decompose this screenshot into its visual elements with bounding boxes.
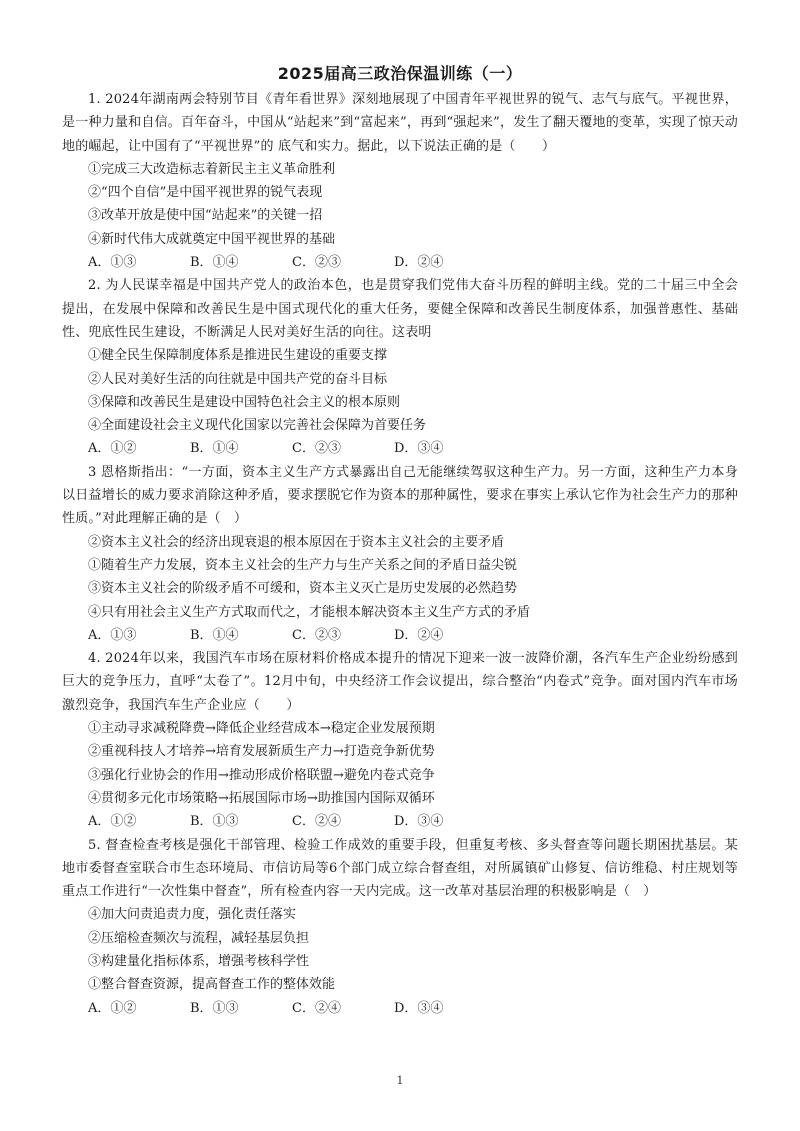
question-stem: 1. 2024年湖南两会特别节目《青年看世界》深刻地展现了中国青年平视世界的锐气、志气与底气。平视世界，是一种力量和自信。百年奋斗，中国从“站起来”到“富起来”，再到“强起来”，发生了翻天覆地的变革，实现了惊天动地的崛起，让中国有了“平视世界”的 底气和实力。据此，以下说法正确的是（ ） — [62, 92, 738, 154]
question-stem: 2. 为人民谋幸福是中国共产党人的政治本色，也是贯穿我们党伟大奋斗历程的鲜明主线。党的二十届三中全会提出，在发展中保障和改善民生是中国式现代化的重大任务，要健全保障和改善民生制度体系，加强普惠性、基础性、兜底性民生建设，不断满足人民对美好生活的向往。这表明 — [62, 278, 738, 340]
statement-option: ④只有用社会主义生产方式取而代之，才能根本解决资本主义生产方式的矛盾 — [88, 604, 531, 620]
choice-b: B．①③ — [190, 1000, 239, 1016]
answer-choices — [62, 624, 738, 647]
question-2 — [62, 274, 738, 460]
choice-c: C．②④ — [292, 1000, 341, 1016]
statement-option: ④新时代伟大成就奠定中国平视世界的基础 — [88, 231, 336, 247]
statement-option: ③保障和改善民生是建设中国特色社会主义的根本原则 — [88, 394, 401, 410]
choice-d: D．③④ — [394, 441, 444, 457]
question-list — [62, 88, 738, 1020]
question-5 — [62, 834, 738, 1020]
choice-a: A．①② — [88, 441, 137, 457]
answer-choices — [62, 251, 738, 274]
statement-option: ①随着生产力发展，资本主义社会的生产力与生产关系之间的矛盾日益尖锐 — [88, 557, 518, 573]
choice-d: D．③④ — [394, 814, 444, 830]
choice-a: A．①③ — [88, 255, 137, 271]
statement-option: ①整合督查资源，提高督查工作的整体效能 — [88, 977, 336, 993]
statement-option: ①健全民生保障制度体系是推进民生建设的重要支撑 — [88, 348, 388, 364]
statement-option: ④贯彻多元化市场策略→拓展国际市场→助推国内国际双循环 — [88, 790, 435, 806]
choice-c: C．②③ — [292, 627, 341, 643]
choice-b: B．①④ — [190, 627, 239, 643]
question-stem: 4. 2024年以来，我国汽车市场在原材料价格成本提升的情况下迎来一波一波降价潮，各汽车生产企业纷纷感到巨大的竞争压力，直呼“太卷了”。12月中旬，中央经济工作会议提出，综合整治“内卷式”竞争。面对国内汽车市场激烈竞争，我国汽车生产企业应（ ） — [62, 651, 738, 713]
choice-d: D．③④ — [394, 1000, 444, 1016]
statement-option: ④加大问责追责力度，强化责任落实 — [88, 907, 297, 923]
choice-c: C．②③ — [292, 255, 341, 271]
choice-a: A．①③ — [88, 627, 137, 643]
statement-option: ②人民对美好生活的向往就是中国共产党的奋斗目标 — [88, 371, 388, 387]
statement-option: ③改革开放是使中国“站起来”的关键一招 — [88, 208, 323, 224]
statement-option: ①主动寻求减税降费→降低企业经营成本→稳定企业发展预期 — [88, 721, 435, 737]
statement-option: ②压缩检查频次与流程，减轻基层负担 — [88, 930, 310, 946]
choice-d: D．②④ — [394, 255, 444, 271]
choice-d: D．②④ — [394, 627, 444, 643]
statement-option: ③构建量化指标体系，增强考核科学性 — [88, 953, 310, 969]
choice-b: B．①④ — [190, 255, 239, 271]
question-4 — [62, 647, 738, 833]
choice-c: C．②③ — [292, 441, 341, 457]
statement-option: ②“四个自信”是中国平视世界的锐气表现 — [88, 185, 323, 201]
answer-choices — [62, 997, 738, 1020]
choice-a: A．①② — [88, 814, 137, 830]
answer-choices — [62, 437, 738, 460]
answer-choices — [62, 810, 738, 833]
question-stem: 3 恩格斯指出：“一方面，资本主义生产方式暴露出自己无能继续驾驭这种生产力。另一方面，这种生产力本身以日益增长的威力要求消除这种矛盾，要求摆脱它作为资本的那种属性，要求在事实上承认它作为社会生产力的那种性质。”对此理解正确的是（ ） — [62, 464, 738, 527]
statement-option: ②重视科技人才培养→培育发展新质生产力→打造竞争新优势 — [88, 744, 435, 760]
page-number: 1 — [396, 1074, 404, 1087]
choice-b: B．①③ — [190, 814, 239, 830]
page-title: 2025届高三政治保温训练（一） — [277, 64, 523, 83]
choice-b: B．①④ — [190, 441, 239, 457]
question-1 — [62, 88, 738, 274]
statement-option: ①完成三大改造标志着新民主主义革命胜利 — [88, 161, 336, 177]
question-stem: 5. 督查检查考核是强化干部管理、检验工作成效的重要手段，但重复考核、多头督查等问题长期困扰基层。某地市委督查室联合市生态环境局、市信访局等6个部门成立综合督查组，对所属镇矿山修复、信访维稳、村庄规划等重点工作进行“一次性集中督查”，所有检查内容一天内完成。这一改革对基层治理的积极影响是（ ） — [62, 837, 738, 900]
choice-c: C．②④ — [292, 814, 341, 830]
statement-option: ②资本主义社会的经济出现衰退的根本原因在于资本主义社会的主要矛盾 — [88, 534, 505, 550]
statement-option: ③强化行业协会的作用→推动形成价格联盟→避免内卷式竞争 — [88, 767, 435, 783]
statement-option: ③资本主义社会的阶级矛盾不可缓和，资本主义灭亡是历史发展的必然趋势 — [88, 581, 518, 597]
statement-option: ④全面建设社会主义现代化国家以完善社会保障为首要任务 — [88, 418, 427, 434]
choice-a: A．①② — [88, 1000, 137, 1016]
question-3 — [62, 461, 738, 647]
